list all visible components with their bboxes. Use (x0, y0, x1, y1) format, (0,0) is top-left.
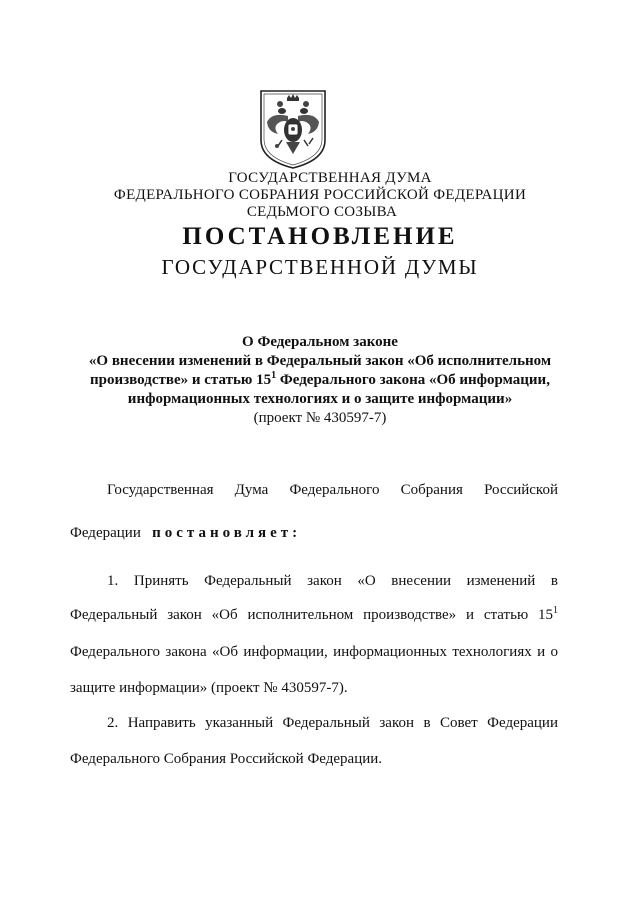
item-1-line-2-text: Федеральный закон «Об исполнительном производстве» и статью 15 (70, 607, 553, 623)
org-name-line-1: ГОСУДАРСТВЕННАЯ ДУМА (228, 170, 432, 186)
preamble-line-1: Государственная Дума Федерального Собрания Российской (107, 482, 558, 498)
item-1-line-1: 1. Принять Федеральный закон «О внесении изменений в (107, 573, 558, 589)
subject-line-3 (0, 371, 640, 390)
item-2-line-1: 2. Направить указанный Федеральный закон в Совет Федерации (107, 715, 558, 731)
item-1-line-3: Федерального закона «Об информации, информационных технологиях и о (70, 644, 558, 660)
subject-line-3-end: Федерального закона «Об информации, (276, 372, 550, 388)
document-title: ПОСТАНОВЛЕНИЕ (182, 223, 458, 250)
item-2-line-2: Федерального Собрания Российской Федерации. (70, 751, 383, 767)
convocation-line: СЕДЬМОГО СОЗЫВА (246, 204, 398, 220)
resolves-keyword: постановляет: (152, 525, 302, 541)
subject-line-3-start: производстве» и статью 15 (90, 372, 272, 388)
subject-line-3-superscript: 1 (271, 370, 277, 381)
item-1-line-2-superscript: 1 (553, 605, 558, 616)
org-name-line-2: ФЕДЕРАЛЬНОГО СОБРАНИЯ РОССИЙСКОЙ ФЕДЕРАЦИИ (113, 187, 527, 203)
coat-of-arms-icon (258, 88, 328, 170)
project-number: (проект № 430597-7) (253, 410, 387, 426)
preamble-prefix: Федерации (70, 525, 141, 541)
preamble-line-2 (70, 524, 558, 543)
item-1-line-2 (70, 606, 558, 625)
document-subtitle: ГОСУДАРСТВЕННОЙ ДУМЫ (161, 255, 479, 279)
item-1-line-4: защите информации» (проект № 430597-7). (70, 680, 348, 696)
subject-line-1: О Федеральном законе (242, 334, 398, 350)
subject-line-4: информационных технологиях и о защите информации» (127, 391, 513, 407)
subject-line-2: «О внесении изменений в Федеральный закон «Об исполнительном (88, 353, 552, 369)
